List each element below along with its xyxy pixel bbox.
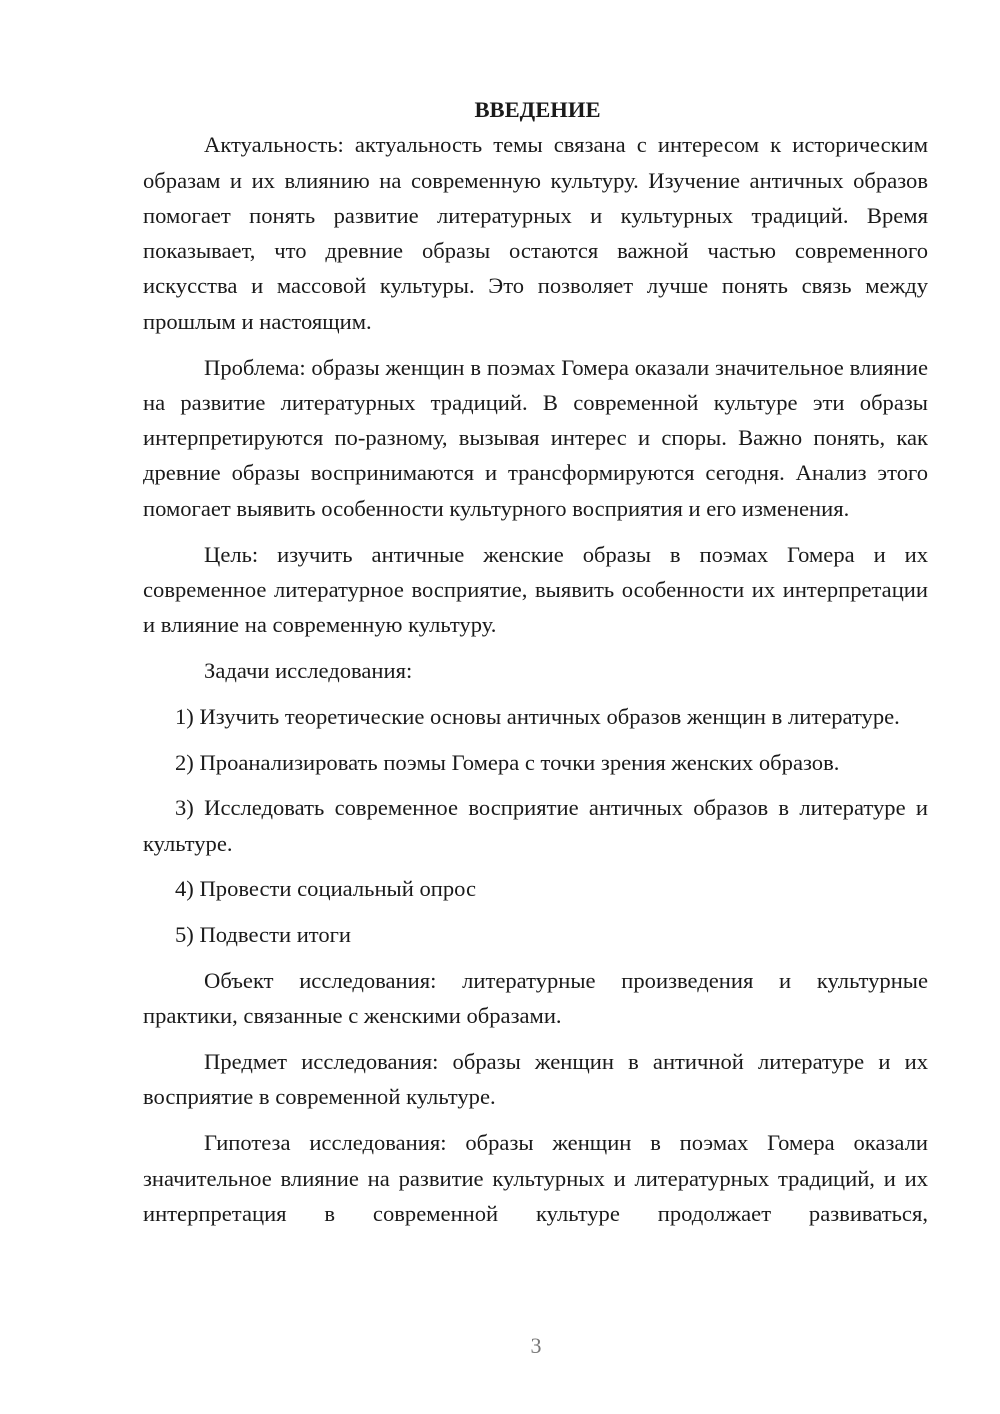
page-number: 3	[530, 1333, 542, 1358]
paragraph-object: Объект исследования: литературные произведения и культурные практики, связанные с женскими образами.	[143, 968, 928, 1029]
task-item-1: 1) Изучить теоретические основы античных образов женщин в литературе.	[175, 703, 900, 729]
paragraph-problem: Проблема: образы женщин в поэмах Гомера оказали значительное влияние на развитие литературных традиций. В современной культуре эти образы интерпретируются по-разному, вызывая интерес и споры. Важно понять, как древние образы воспринимаются и трансформируются сегодня. Анализ этого помогает выявить особенности культурного восприятия и его изменения.	[143, 354, 928, 521]
section-title: ВВЕДЕНИЕ	[474, 97, 601, 122]
page-content	[143, 92, 928, 1231]
task-item-5: 5) Подвести итоги	[175, 922, 352, 948]
paragraph-goal: Цель: изучить античные женские образы в поэмах Гомера и их современное литературное восприятие, выявить особенности их интерпретации и влияние на современную культуру.	[143, 541, 928, 638]
paragraph-relevance: Актуальность: актуальность темы связана с интересом к историческим образам и их влиянию на современную культуру. Изучение античных образов помогает понять развитие литературных и культурных традиций. Время показывает, что древние образы остаются важной частью современного искусства и массовой культуры. Это позволяет лучше понять связь между прошлым и настоящим.	[143, 132, 928, 334]
task-item-4: 4) Провести социальный опрос	[175, 876, 477, 902]
task-item-3: 3) Исследовать современное восприятие античных образов в литературе и культуре.	[143, 795, 928, 856]
paragraph-tasks-heading: Задачи исследования:	[204, 657, 413, 683]
paragraph-hypothesis: Гипотеза исследования: образы женщин в поэмах Гомера оказали значительное влияние на развитие культурных и литературных традиций, и их интерпретация в современной культуре продолжает развиваться,	[143, 1130, 928, 1226]
task-item-2: 2) Проанализировать поэмы Гомера с точки зрения женских образов.	[175, 749, 840, 775]
paragraph-subject: Предмет исследования: образы женщин в античной литературе и их восприятие в современной культуре.	[143, 1049, 928, 1110]
